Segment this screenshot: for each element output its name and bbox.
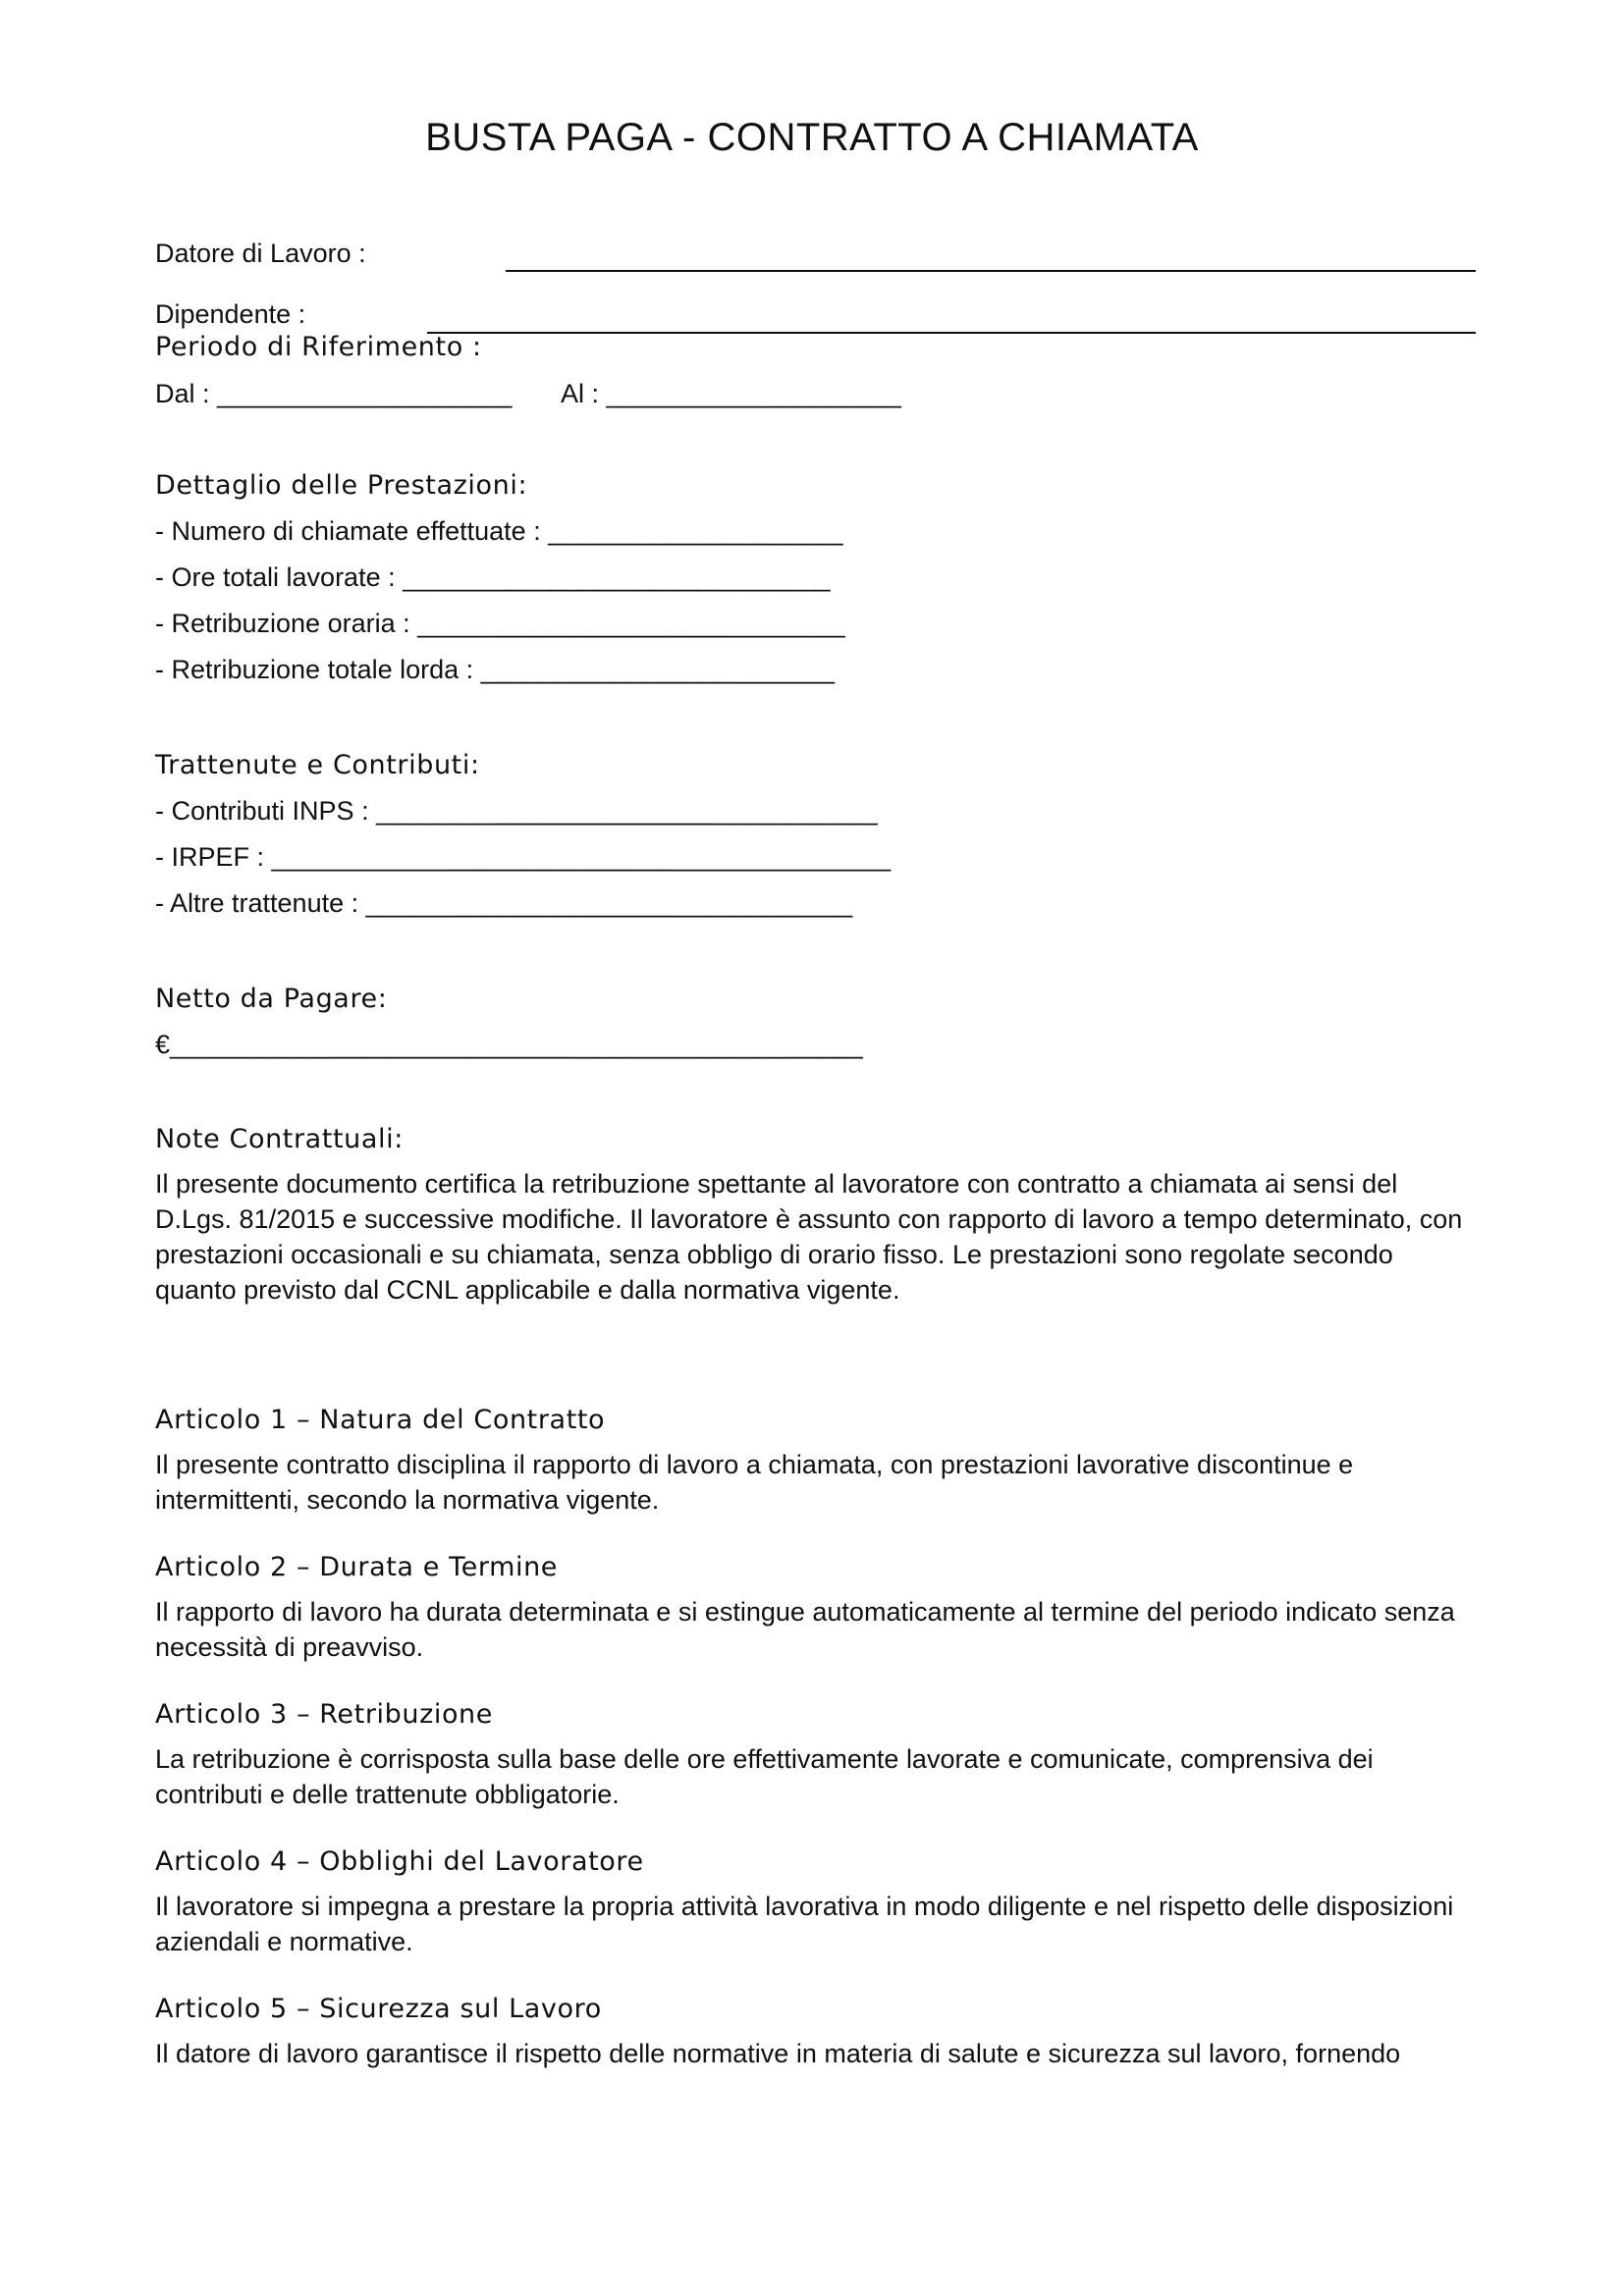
article-5-heading: Articolo 5 – Sicurezza sul Lavoro xyxy=(155,1994,602,2024)
datore-field-line[interactable] xyxy=(506,270,1476,272)
prestazioni-item-retribuzione-oraria[interactable]: - Retribuzione oraria : _____________________________ xyxy=(155,609,845,638)
note-text: Il presente documento certifica la retribuzione spettante al lavoratore con contratto a chiamata ai sensi del D.Lgs. 81/2015 e successive modifiche. Il lavoratore è assunto con rapporto di lavoro a tempo determinato, con prestazioni occasionali e su chiamata, senza obbligo di orario fisso. Le prestazioni sono regolate secondo quanto previsto dal CCNL applicabile e dalla normativa vigente. xyxy=(155,1169,1463,1305)
al-field[interactable]: Al : ____________________ xyxy=(561,379,901,408)
netto-heading: Netto da Pagare: xyxy=(155,984,388,1014)
article-3-heading: Articolo 3 – Retribuzione xyxy=(155,1699,493,1730)
prestazioni-item-retribuzione-lorda[interactable]: - Retribuzione totale lorda : ________________________ xyxy=(155,655,836,684)
trattenute-item-irpef[interactable]: - IRPEF : __________________________________________ xyxy=(155,842,892,872)
trattenute-heading: Trattenute e Contributi: xyxy=(155,750,480,780)
netto-field[interactable]: €_______________________________________________ xyxy=(155,1030,863,1059)
article-2-heading: Articolo 2 – Durata e Termine xyxy=(155,1552,558,1582)
trattenute-item-inps[interactable]: - Contributi INPS : __________________________________ xyxy=(155,796,878,826)
article-4-heading: Articolo 4 – Obblighi del Lavoratore xyxy=(155,1846,644,1877)
datore-label: Datore di Lavoro : xyxy=(155,239,366,268)
dipendente-label: Dipendente : xyxy=(155,299,306,329)
periodo-label: Periodo di Riferimento : xyxy=(155,332,482,362)
article-2-text: Il rapporto di lavoro ha durata determinata e si estingue automaticamente al termine del periodo indicato senza necessità di preavviso. xyxy=(155,1597,1455,1662)
prestazioni-item-chiamate[interactable]: - Numero di chiamate effettuate : ____________________ xyxy=(155,516,843,546)
article-3-text: La retribuzione è corrisposta sulla base delle ore effettivamente lavorate e comunicate, comprensiva dei contributi e delle trattenute obbligatorie. xyxy=(155,1744,1374,1809)
prestazioni-item-ore[interactable]: - Ore totali lavorate : _____________________________ xyxy=(155,562,831,592)
dipendente-field-line[interactable] xyxy=(427,332,1476,334)
document-title: BUSTA PAGA - CONTRATTO A CHIAMATA xyxy=(425,116,1199,159)
article-1-text: Il presente contratto disciplina il rapporto di lavoro a chiamata, con prestazioni lavorative discontinue e intermittenti, secondo la normativa vigente. xyxy=(155,1450,1354,1515)
trattenute-item-altre[interactable]: - Altre trattenute : _________________________________ xyxy=(155,888,853,918)
prestazioni-heading: Dettaglio delle Prestazioni: xyxy=(155,470,528,501)
dal-field[interactable]: Dal : ____________________ xyxy=(155,379,513,408)
article-5-text: Il datore di lavoro garantisce il rispetto delle normative in materia di salute e sicurezza sul lavoro, fornendo xyxy=(155,2039,1401,2068)
article-4-text: Il lavoratore si impegna a prestare la propria attività lavorativa in modo diligente e nel rispetto delle disposizioni aziendali e normative. xyxy=(155,1892,1454,1956)
article-1-heading: Articolo 1 – Natura del Contratto xyxy=(155,1405,606,1435)
note-heading: Note Contrattuali: xyxy=(155,1124,404,1154)
